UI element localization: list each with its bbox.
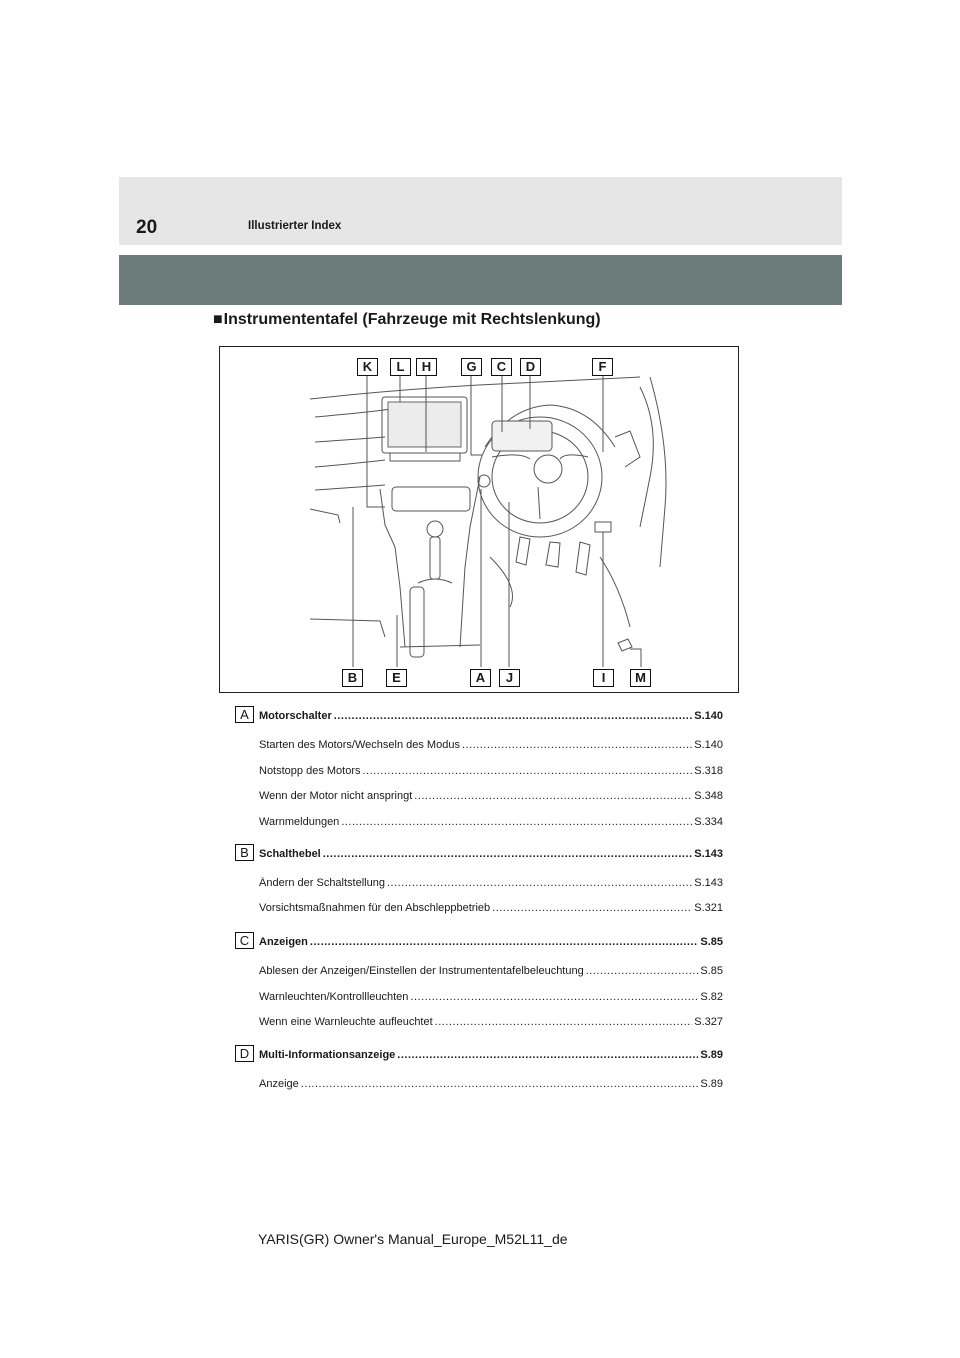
subsection-title: Instrumententafel (Fahrzeuge mit Rechtslenkung) (223, 311, 601, 328)
toc-subentry[interactable] (259, 765, 723, 777)
leader-dots (410, 991, 698, 1003)
leader-dots (462, 739, 692, 751)
toc-subentry[interactable] (259, 991, 723, 1003)
callout-l: L (390, 358, 411, 376)
callout-g: G (461, 358, 482, 376)
entry-letter-c: C (235, 932, 254, 949)
callout-m: M (630, 669, 651, 687)
toc-page: S.318 (694, 765, 723, 777)
entry-letter-d: D (235, 1045, 254, 1062)
leader-dots (334, 710, 693, 722)
toc-label: Multi-Informationsanzeige (259, 1049, 396, 1061)
toc-entry-motorschalter[interactable] (259, 710, 723, 722)
toc-label: Notstopp des Motors (259, 765, 361, 777)
toc-subentry[interactable] (259, 902, 723, 914)
toc-label: Wenn eine Warnleuchte aufleuchtet (259, 1016, 433, 1028)
page-header (119, 177, 842, 245)
callout-d: D (520, 358, 541, 376)
toc-page: S.89 (700, 1078, 723, 1090)
callout-k: K (357, 358, 378, 376)
callout-i: I (593, 669, 614, 687)
leader-dots (435, 1016, 693, 1028)
toc-label: Ändern der Schaltstellung (259, 877, 385, 889)
page-number: 20 (136, 217, 158, 238)
toc-subentry[interactable] (259, 1016, 723, 1028)
toc-entry-anzeigen[interactable] (259, 936, 723, 948)
toc-subentry[interactable] (259, 965, 723, 977)
toc-page: S.89 (700, 1049, 723, 1061)
toc-label: Anzeige (259, 1078, 299, 1090)
toc-page: S.85 (700, 965, 723, 977)
toc-subentry[interactable] (259, 739, 723, 751)
toc-entry-multi-informationsanzeige[interactable] (259, 1049, 723, 1061)
leader-dots (387, 877, 692, 889)
toc-label: Wenn der Motor nicht anspringt (259, 790, 413, 802)
footer-manual-id: YARIS(GR) Owner's Manual_Europe_M52L11_de (258, 1231, 568, 1247)
callout-f: F (592, 358, 613, 376)
toc-label: Ablesen der Anzeigen/Einstellen der Instrumententafelbeleuchtung (259, 965, 584, 977)
leader-dots (323, 848, 693, 860)
leader-dots (586, 965, 699, 977)
section-title: Illustrierter Index (248, 220, 342, 232)
entry-letter-b: B (235, 844, 254, 861)
toc-label: Warnmeldungen (259, 816, 340, 828)
entry-letter-a: A (235, 706, 254, 723)
toc-page: S.334 (694, 816, 723, 828)
toc-label: Warnleuchten/Kontrollleuchten (259, 991, 409, 1003)
callout-c: C (491, 358, 512, 376)
toc-page: S.348 (694, 790, 723, 802)
toc-label: Motorschalter (259, 710, 332, 722)
callout-b: B (342, 669, 363, 687)
leader-dots (492, 902, 692, 914)
dashboard-illustration (219, 346, 739, 693)
leader-dots (397, 1049, 698, 1061)
toc-page: S.85 (700, 936, 723, 948)
leader-dots (301, 1078, 699, 1090)
toc-subentry[interactable] (259, 877, 723, 889)
leader-dots (414, 790, 692, 802)
toc-page: S.321 (694, 902, 723, 914)
toc-entry-schalthebel[interactable] (259, 848, 723, 860)
toc-page: S.82 (700, 991, 723, 1003)
subsection-marker: ■ (213, 311, 223, 328)
callout-a: A (470, 669, 491, 687)
toc-page: S.140 (694, 710, 723, 722)
subsection-heading (213, 311, 601, 329)
dashboard-drawing (220, 347, 740, 694)
toc-page: S.143 (694, 877, 723, 889)
callout-e: E (386, 669, 407, 687)
toc-label: Schalthebel (259, 848, 321, 860)
leader-dots (341, 816, 692, 828)
toc-label: Starten des Motors/Wechseln des Modus (259, 739, 460, 751)
header-band (119, 255, 842, 305)
leader-dots (363, 765, 693, 777)
toc-subentry[interactable] (259, 790, 723, 802)
leader-dots (310, 936, 698, 948)
toc-page: S.143 (694, 848, 723, 860)
toc-page: S.327 (694, 1016, 723, 1028)
toc-subentry[interactable] (259, 1078, 723, 1090)
toc-page: S.140 (694, 739, 723, 751)
callout-h: H (416, 358, 437, 376)
toc-label: Vorsichtsmaßnahmen für den Abschleppbetrieb (259, 902, 491, 914)
toc-subentry[interactable] (259, 816, 723, 828)
callout-j: J (499, 669, 520, 687)
toc-label: Anzeigen (259, 936, 308, 948)
